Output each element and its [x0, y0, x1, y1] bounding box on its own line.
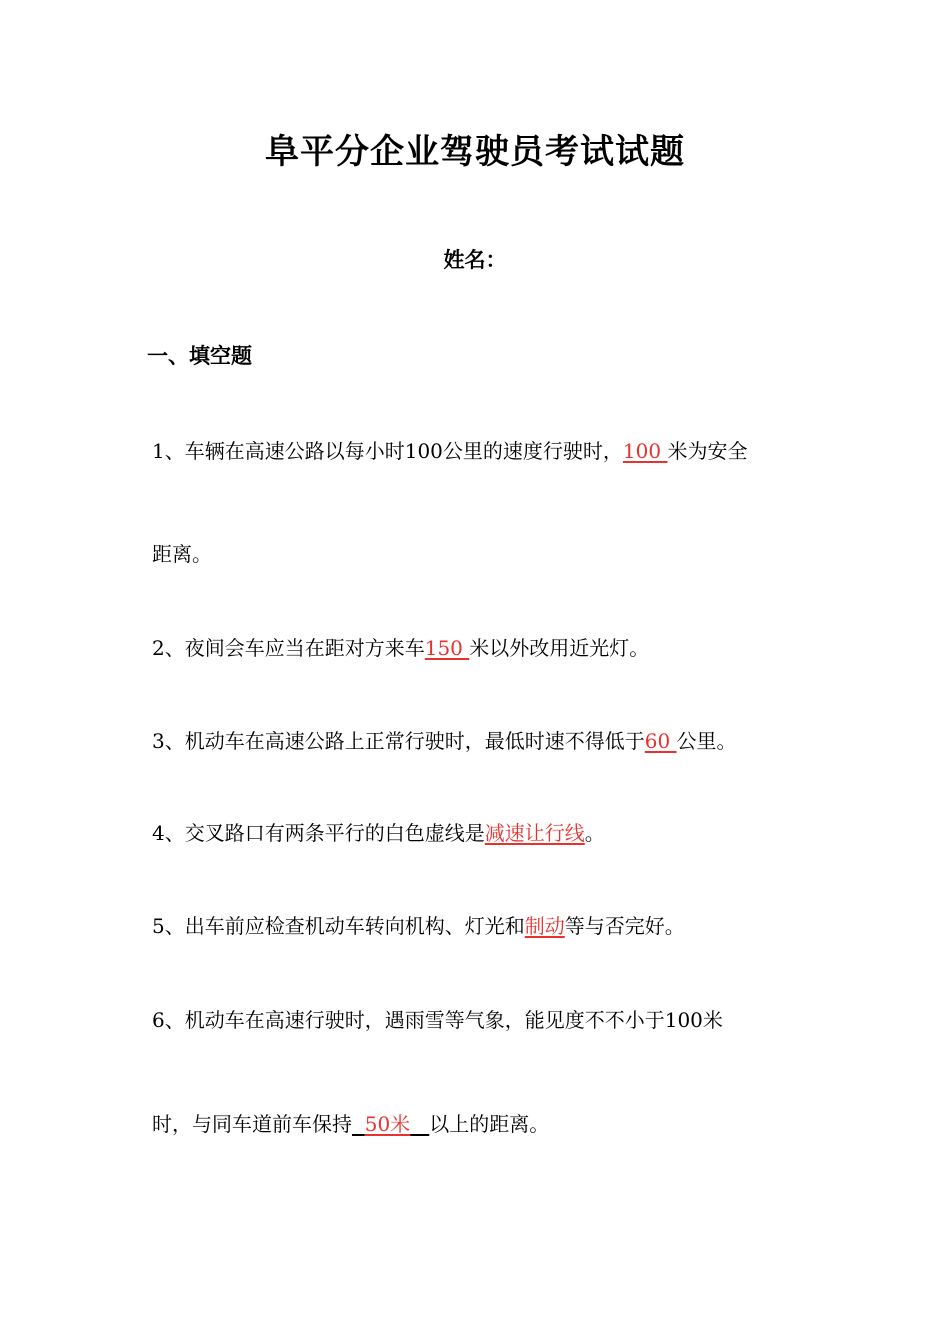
question-text: 交叉路口有两条平行的白色虚线是: [184, 821, 485, 845]
page-title: 阜平分企业驾驶员考试试题: [265, 132, 685, 172]
section-heading: 一、填空题: [147, 344, 252, 368]
question-text: 机动车在高速行驶时，遇雨雪等气象，能见度不不小于100米: [184, 1008, 723, 1032]
question-text: 时，与同车道前车保持: [152, 1112, 352, 1136]
answer-text: 150: [424, 636, 470, 660]
question-number: 4、: [152, 821, 185, 845]
answer-blank: [410, 1112, 429, 1136]
name-field-label: 姓名：: [443, 248, 507, 272]
question-number: 5、: [152, 914, 185, 938]
question-1: [152, 436, 747, 466]
question-text: 。: [584, 821, 605, 845]
question-text: 出车前应检查机动车转向机构、灯光和: [184, 914, 525, 938]
question-6: [152, 1005, 723, 1035]
question-number: 3、: [152, 729, 185, 753]
question-text: 距离。: [152, 542, 212, 566]
question-text: 米以外改用近光灯。: [469, 636, 650, 660]
answer-text: 60: [644, 729, 677, 753]
question-text: 等与否完好。: [564, 914, 685, 938]
question-2: [152, 633, 649, 663]
question-text: 以上的距离。: [429, 1112, 550, 1136]
question-text: 机动车在高速公路上正常行驶时，最低时速不得低于: [184, 729, 645, 753]
question-5: [152, 911, 685, 941]
question-text: 米为安全: [667, 439, 748, 463]
question-number: 6、: [152, 1008, 185, 1032]
answer-text: 制动: [524, 914, 565, 938]
question-3: [152, 726, 737, 756]
question-number: 2、: [152, 636, 185, 660]
question-6-continuation: [152, 1109, 549, 1139]
question-4: [152, 818, 605, 848]
answer-text: 减速让行线: [484, 821, 585, 845]
answer-blank: [352, 1112, 365, 1136]
question-number: 1、: [152, 439, 185, 463]
answer-text: 100: [622, 439, 668, 463]
answer-text: 50米: [364, 1112, 411, 1136]
question-text: 车辆在高速公路以每小时100公里的速度行驶时，: [184, 439, 623, 463]
question-text: 夜间会车应当在距对方来车: [184, 636, 425, 660]
question-1-continuation: [152, 539, 212, 569]
question-text: 公里。: [676, 729, 737, 753]
